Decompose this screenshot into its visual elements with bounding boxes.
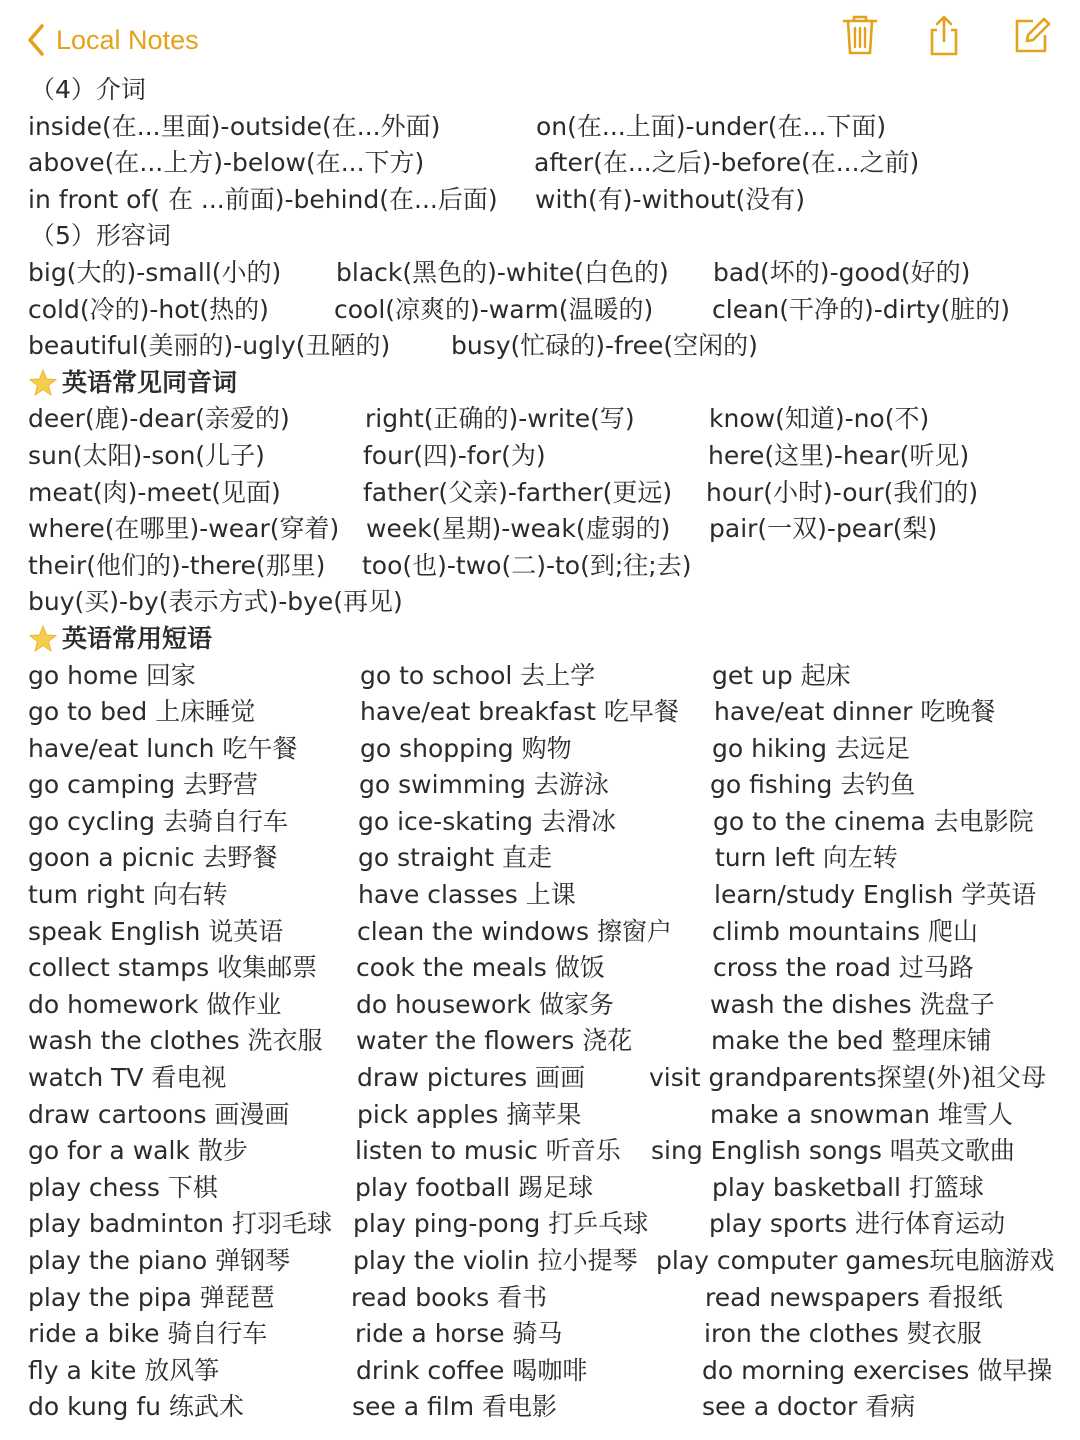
share-icon: [924, 13, 964, 61]
preposition-row: above(在...上方)-below(在...下方) after(在...之后)-before(在...之前): [28, 148, 920, 178]
phrase-row: play badminton 打羽毛球 play ping-pong 打乒乓球 play sports 进行体育运动: [28, 1209, 1006, 1239]
heading-label: 英语常见同音词: [62, 367, 238, 397]
phrase-row: go to bed 上床睡觉 have/eat breakfast 吃早餐 have/eat dinner 吃晚餐: [28, 697, 996, 727]
phrase-row: collect stamps 收集邮票 cook the meals 做饭 cross the road 过马路: [28, 953, 974, 983]
homophone-row: their(他们的)-there(那里) too(也)-two(二)-to(到;往;去): [28, 550, 692, 580]
back-button[interactable]: [26, 20, 199, 60]
phrase-row: draw cartoons 画漫画 pick apples 摘苹果 make a snowman 堆雪人: [28, 1099, 1013, 1129]
adjective-row: big(大的)-small(小的) black(黑色的)-white(白色的) bad(坏的)-good(好的): [28, 257, 971, 287]
homophone-row: meat(肉)-meet(见面) father(父亲)-farther(更远) hour(小时)-our(我们的): [28, 477, 979, 507]
trash-icon: [840, 13, 880, 61]
adjective-row: cold(冷的)-hot(热的) cool(凉爽的)-warm(温暖的) clean(干净的)-dirty(脏的): [28, 294, 1010, 324]
phrase-row: fly a kite 放风筝 drink coffee 喝咖啡 do morning exercises 做早操: [28, 1355, 1053, 1385]
star-icon: [28, 368, 58, 398]
note-body[interactable]: [0, 72, 1080, 1426]
phrase-row: watch TV 看电视 draw pictures 画画 visit grandparents探望(外)祖父母: [28, 1063, 1047, 1093]
back-label: Local Notes: [56, 24, 199, 55]
phrase-row: do kung fu 练武术 see a film 看电影 see a doctor 看病: [28, 1392, 916, 1422]
section-title-homophones: [0, 365, 1080, 402]
section-title-adjectives: （5）形容词: [30, 221, 171, 251]
homophone-row: sun(太阳)-son(儿子) four(四)-for(为) here(这里)-hear(听见): [28, 440, 970, 470]
phrase-row: play chess 下棋 play football 踢足球 play basketball 打篮球: [28, 1172, 984, 1202]
homophone-row: buy(买)-by(表示方式)-bye(再见): [28, 587, 403, 617]
phrase-row: goon a picnic 去野餐 go straight 直走 turn left 向左转: [28, 843, 898, 873]
phrase-row: play the pipa 弹琵琶 read books 看书 read newspapers 看报纸: [28, 1282, 1003, 1312]
phrase-row: go home 回家 go to school 去上学 get up 起床: [28, 660, 851, 690]
phrase-row: have/eat lunch 吃午餐 go shopping 购物 go hiking 去远足: [28, 733, 910, 763]
star-icon: [28, 624, 58, 654]
share-button[interactable]: [922, 14, 966, 60]
phrase-row: do homework 做作业 do housework 做家务 wash the dishes 洗盘子: [28, 989, 995, 1019]
phrase-row: go cycling 去骑自行车 go ice-skating 去滑冰 go to the cinema 去电影院: [28, 806, 1034, 836]
navigation-toolbar: [0, 0, 1080, 76]
heading-label: 英语常用短语: [62, 623, 213, 653]
phrase-row: go camping 去野营 go swimming 去游泳 go fishing 去钓鱼: [28, 770, 916, 800]
phrase-row: ride a bike 骑自行车 ride a horse 骑马 iron the clothes 熨衣服: [28, 1319, 982, 1349]
phrase-row: play the piano 弹钢琴 play the violin 拉小提琴 play computer games玩电脑游戏: [28, 1246, 1055, 1275]
preposition-row: inside(在...里面)-outside(在...外面) on(在...上面)-under(在...下面): [28, 111, 887, 141]
phrase-row: speak English 说英语 clean the windows 擦窗户 climb mountains 爬山: [28, 916, 979, 946]
chevron-left-icon: [26, 23, 46, 57]
section-title-phrases: [0, 621, 1080, 658]
compose-button[interactable]: [1010, 14, 1054, 60]
homophone-row: where(在哪里)-wear(穿着) week(星期)-weak(虚弱的) pair(一双)-pear(梨): [28, 514, 938, 544]
section-title-prepositions: （4）介词: [30, 75, 146, 104]
phrase-row: tum right 向右转 have classes 上课 learn/study English 学英语: [28, 880, 1037, 910]
delete-button[interactable]: [838, 14, 882, 60]
phrase-row: wash the clothes 洗衣服 water the flowers 浇花 make the bed 整理床铺: [28, 1026, 992, 1056]
compose-icon: [1011, 13, 1053, 61]
adjective-row: beautiful(美丽的)-ugly(丑陋的) busy(忙碌的)-free(空闲的): [28, 331, 758, 361]
homophone-row: deer(鹿)-dear(亲爱的) right(正确的)-write(写) know(知道)-no(不): [28, 404, 930, 434]
preposition-row: in front of( 在 ...前面)-behind(在...后面) with(有)-without(没有): [28, 184, 806, 214]
phrase-row: go for a walk 散步 listen to music 听音乐 sing English songs 唱英文歌曲: [28, 1136, 1015, 1166]
